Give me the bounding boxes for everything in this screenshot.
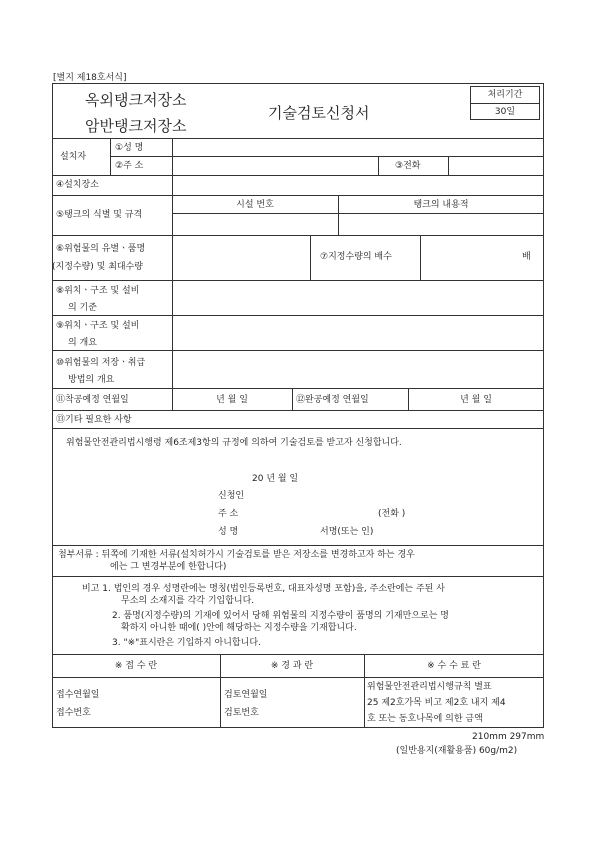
name-field[interactable]	[174, 140, 542, 155]
attachments-line2: 에는 그 변경부분에 한합니다)	[110, 562, 227, 572]
form-tag: [별지 제18호서식]	[53, 73, 127, 83]
review-no-label: 검토번호	[224, 708, 259, 718]
receipt-date-label: 접수연월일	[56, 690, 100, 700]
signature-label: 서명(또는 인)	[320, 527, 374, 537]
pos-std-field[interactable]	[174, 282, 542, 314]
note-2-line2: 확하지 아니한 때에( )안에 해당하는 지정수량을 기재합니다.	[121, 623, 357, 633]
pos-std-label-line2: 의 기준	[68, 303, 97, 313]
multiple-unit: 배	[522, 252, 531, 262]
other-label: ⑬기타 필요한 사항	[56, 415, 132, 425]
fee-line3: 호 또는 동호나목에 의한 금액	[367, 714, 483, 724]
declaration-date[interactable]: 20 년 월 일	[252, 474, 299, 484]
installer-label: 설치자	[60, 152, 87, 162]
pos-sum-label-line2: 의 개요	[68, 338, 97, 348]
hazard-field[interactable]	[174, 237, 308, 279]
hazard-label-line1: ⑥위험물의 유별ㆍ품명	[56, 244, 146, 254]
facility-no-field[interactable]	[174, 215, 336, 234]
fee-line1: 위험물안전관리법시행규칙 별표	[367, 682, 492, 692]
title-line2: 암반탱크저장소	[85, 117, 187, 135]
storage-label-line2: 방법의 개요	[68, 375, 115, 385]
phone-label: ③전화	[395, 161, 421, 171]
hazard-label-line2: (지정수량) 및 최대수량	[52, 262, 143, 272]
declaration-statement: 위험물안전관리법시행령 제6조제3항의 규정에 의하여 기술검토를 받고자 신청합니다.	[66, 438, 402, 448]
attachments-line1: 첨부서류 : 뒤쪽에 기재한 서류(설치허가시 기술검토를 받은 저장소를 변경하고자 하는 경우	[58, 550, 415, 560]
pos-sum-field[interactable]	[174, 317, 542, 349]
phone-field[interactable]	[450, 158, 542, 174]
tank-content-header: 탱크의 내용적	[413, 200, 469, 210]
review-date-label: 검토연월일	[224, 690, 268, 700]
note-2-line1: 2. 품명(지정수량)의 기재에 있어서 당해 위험물의 지정수량이 품명의 기재만으로는 명	[112, 611, 449, 621]
paper-size: 210mm 297mm	[472, 732, 545, 742]
start-date-value[interactable]: 년 월 일	[216, 395, 248, 405]
note-3: 3. "※"표시란은 기입하지 아니합니다.	[112, 638, 261, 648]
name-label: ①성 명	[115, 143, 144, 153]
title-line1: 옥외탱크저장소	[85, 91, 187, 109]
location-field[interactable]	[174, 177, 542, 194]
address-label: ②주 소	[115, 161, 144, 171]
location-label: ④설치장소	[56, 180, 99, 190]
processing-label: 처리기간	[487, 90, 523, 100]
receipt-no-label: 접수번호	[56, 708, 91, 718]
complete-date-value[interactable]: 년 월 일	[460, 395, 492, 405]
storage-field[interactable]	[174, 352, 542, 387]
review-header: ※ 경 과 란	[270, 661, 314, 671]
applicant-label: 신청인	[218, 491, 245, 501]
complete-date-label: ⑫완공예정 연월일	[296, 395, 369, 405]
start-date-label: ⑪착공예정 연월일	[56, 395, 129, 405]
receipt-header: ※ 접 수 란	[114, 661, 158, 671]
applicant-name-label: 성 명	[218, 527, 239, 537]
fee-line2: 25 제2호가목 비고 제2호 내지 제4	[367, 698, 506, 708]
storage-label-line1: ⑩위험물의 저장ㆍ취급	[56, 358, 146, 368]
page-title: 기술검토신청서	[268, 104, 370, 122]
note-1-line1: 비고 1. 법인의 경우 성명란에는 명칭(법인등록번호, 대표자성명 포함)을, 주소란에는 주된 사	[82, 584, 445, 594]
facility-no-header: 시설 번호	[236, 200, 274, 210]
multiple-label: ⑦지정수량의 배수	[320, 252, 392, 262]
note-1-line2: 무소의 소재지를 각각 기입합니다.	[121, 596, 255, 606]
processing-value: 30일	[494, 107, 516, 117]
applicant-phone[interactable]: (전화 )	[378, 509, 406, 519]
address-field[interactable]	[174, 158, 376, 174]
applicant-address-label: 주 소	[218, 509, 239, 519]
tank-content-field[interactable]	[340, 215, 542, 234]
tank-id-label: ⑤탱크의 식별 및 규격	[56, 210, 143, 220]
paper-spec: (일반용지(재활용품) 60g/m2)	[396, 746, 518, 756]
fee-header: ※ 수 수 료 란	[427, 661, 481, 671]
pos-std-label-line1: ⑧위치ㆍ구조 및 설비	[56, 286, 140, 296]
pos-sum-label-line1: ⑨위치ㆍ구조 및 설비	[56, 321, 140, 331]
